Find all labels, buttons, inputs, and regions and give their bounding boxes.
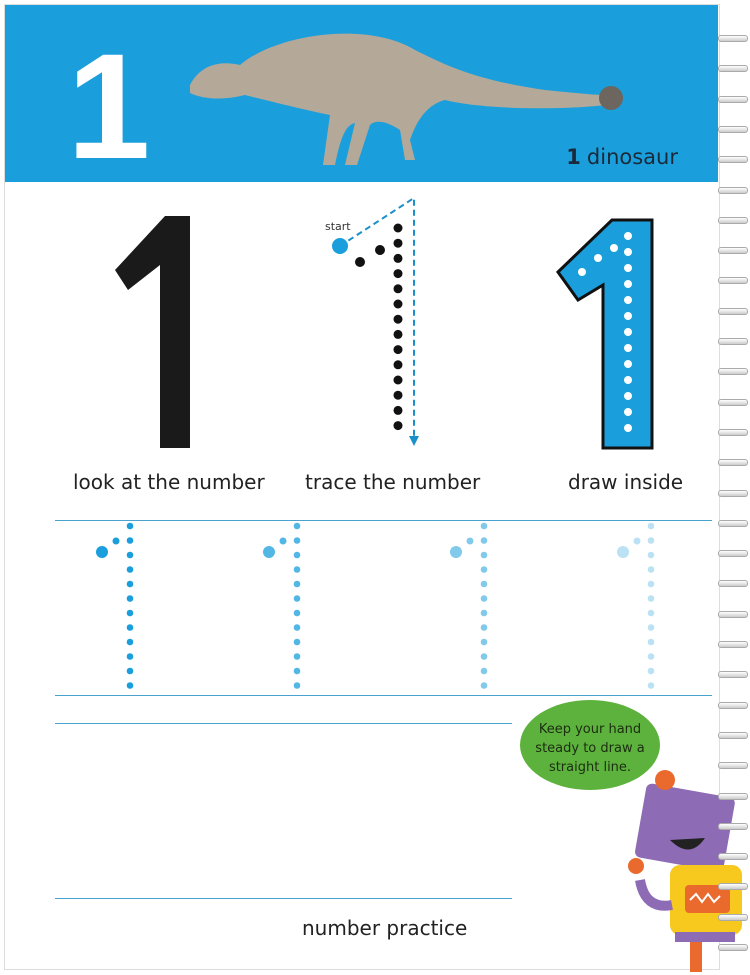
spiral-ring <box>718 580 748 587</box>
spiral-ring <box>718 277 748 284</box>
spiral-ring <box>718 853 748 860</box>
spiral-ring <box>718 368 748 375</box>
spiral-ring <box>718 217 748 224</box>
draw-inside-label: draw inside <box>568 470 684 494</box>
spiral-ring <box>718 702 748 709</box>
spiral-ring <box>718 156 748 163</box>
speech-bubble: Keep your hand steady to draw a straight line. <box>520 700 660 790</box>
caption-word: dinosaur <box>586 145 678 169</box>
look-label: look at the number <box>73 470 265 494</box>
spiral-ring <box>718 126 748 133</box>
spiral-ring <box>718 520 748 527</box>
spiral-ring <box>718 247 748 254</box>
spiral-ring <box>718 914 748 921</box>
spiral-ring <box>718 823 748 830</box>
spiral-ring <box>718 35 748 42</box>
spiral-ring <box>718 883 748 890</box>
spiral-ring <box>718 611 748 618</box>
spiral-ring <box>718 944 748 951</box>
spiral-ring <box>718 429 748 436</box>
spiral-ring <box>718 459 748 466</box>
spiral-ring <box>718 793 748 800</box>
spiral-ring <box>718 641 748 648</box>
spiral-ring <box>718 338 748 345</box>
spiral-ring <box>718 762 748 769</box>
start-label: start <box>325 220 351 233</box>
header-number: 1 <box>67 22 151 190</box>
spiral-ring <box>718 96 748 103</box>
spiral-ring <box>718 732 748 739</box>
caption-number: 1 <box>566 145 581 169</box>
spiral-ring <box>718 187 748 194</box>
spiral-ring <box>718 308 748 315</box>
spiral-ring <box>718 399 748 406</box>
number-practice-label: number practice <box>302 916 468 940</box>
spiral-ring <box>718 550 748 557</box>
spiral-ring <box>718 671 748 678</box>
spiral-ring <box>718 490 748 497</box>
spiral-ring <box>718 65 748 72</box>
trace-label: trace the number <box>305 470 481 494</box>
